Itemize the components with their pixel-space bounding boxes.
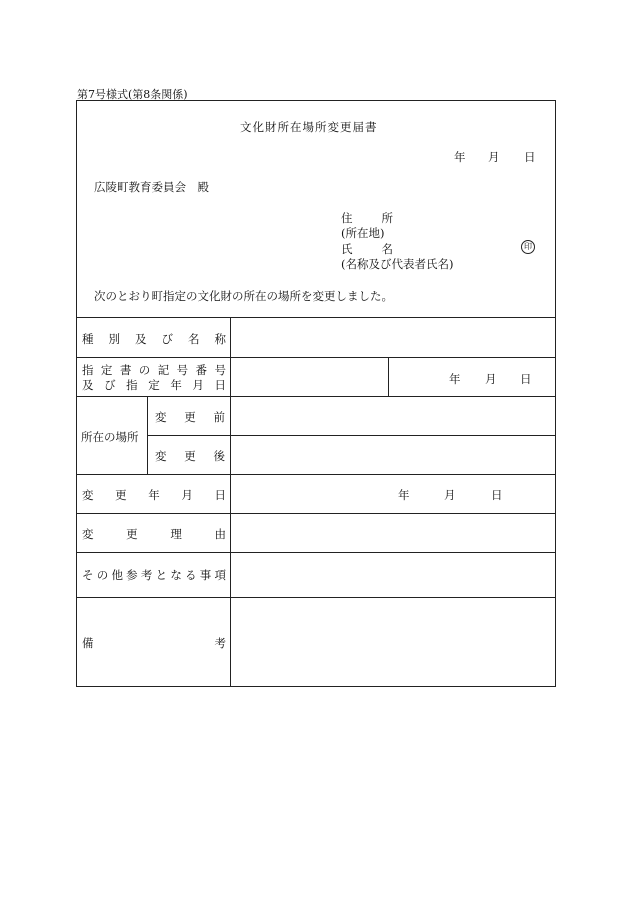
address-label: 住 所 — [341, 211, 393, 225]
designation-month-label: 月 — [485, 372, 497, 386]
after-change-label: 変 更 後 — [155, 449, 225, 463]
cert-number-label: 指 定 書 の 記 号 番 号 — [82, 363, 226, 377]
date-day-label: 日 — [524, 150, 536, 164]
cert-number-field[interactable] — [232, 359, 387, 395]
type-name-field[interactable] — [232, 319, 554, 356]
designation-year-label: 年 — [449, 372, 461, 386]
before-change-field[interactable] — [232, 398, 554, 434]
remarks-label: 備 考 — [82, 636, 226, 650]
name-sub-label: (名称及び代表者氏名) — [341, 257, 454, 271]
statement-text: 次のとおり町指定の文化財の所在の場所を変更しました。 — [94, 289, 393, 303]
address-sub-label: (所在地) — [341, 226, 385, 240]
designation-day-label: 日 — [520, 372, 532, 386]
after-change-field[interactable] — [232, 437, 554, 473]
designation-date-label: 及 び 指 定 年 月 日 — [82, 378, 226, 392]
name-label: 氏 名 — [341, 242, 393, 256]
change-year-label: 年 — [398, 488, 410, 502]
change-month-label: 月 — [444, 488, 456, 502]
date-year-label: 年 — [454, 150, 466, 164]
remarks-field[interactable] — [232, 599, 554, 685]
location-label: 所在の場所 — [81, 430, 139, 444]
reason-label: 変 更 理 由 — [82, 527, 226, 541]
addressee: 広陵町教育委員会 殿 — [94, 180, 209, 194]
form-number: 第7号様式(第8条関係) — [77, 88, 188, 101]
change-day-label: 日 — [491, 488, 503, 502]
form-title: 文化財所在場所変更届書 — [240, 120, 378, 134]
date-month-label: 月 — [488, 150, 500, 164]
reason-field[interactable] — [232, 515, 554, 551]
change-date-field[interactable] — [232, 476, 554, 512]
before-change-label: 変 更 前 — [155, 410, 225, 424]
other-references-field[interactable] — [232, 554, 554, 596]
other-references-label: そ の 他 参 考 と な る 事 項 — [82, 568, 226, 582]
seal-mark: 印 — [521, 240, 535, 254]
type-name-label: 種 別 及 び 名 称 — [82, 332, 226, 346]
change-date-label: 変 更 年 月 日 — [82, 488, 226, 502]
